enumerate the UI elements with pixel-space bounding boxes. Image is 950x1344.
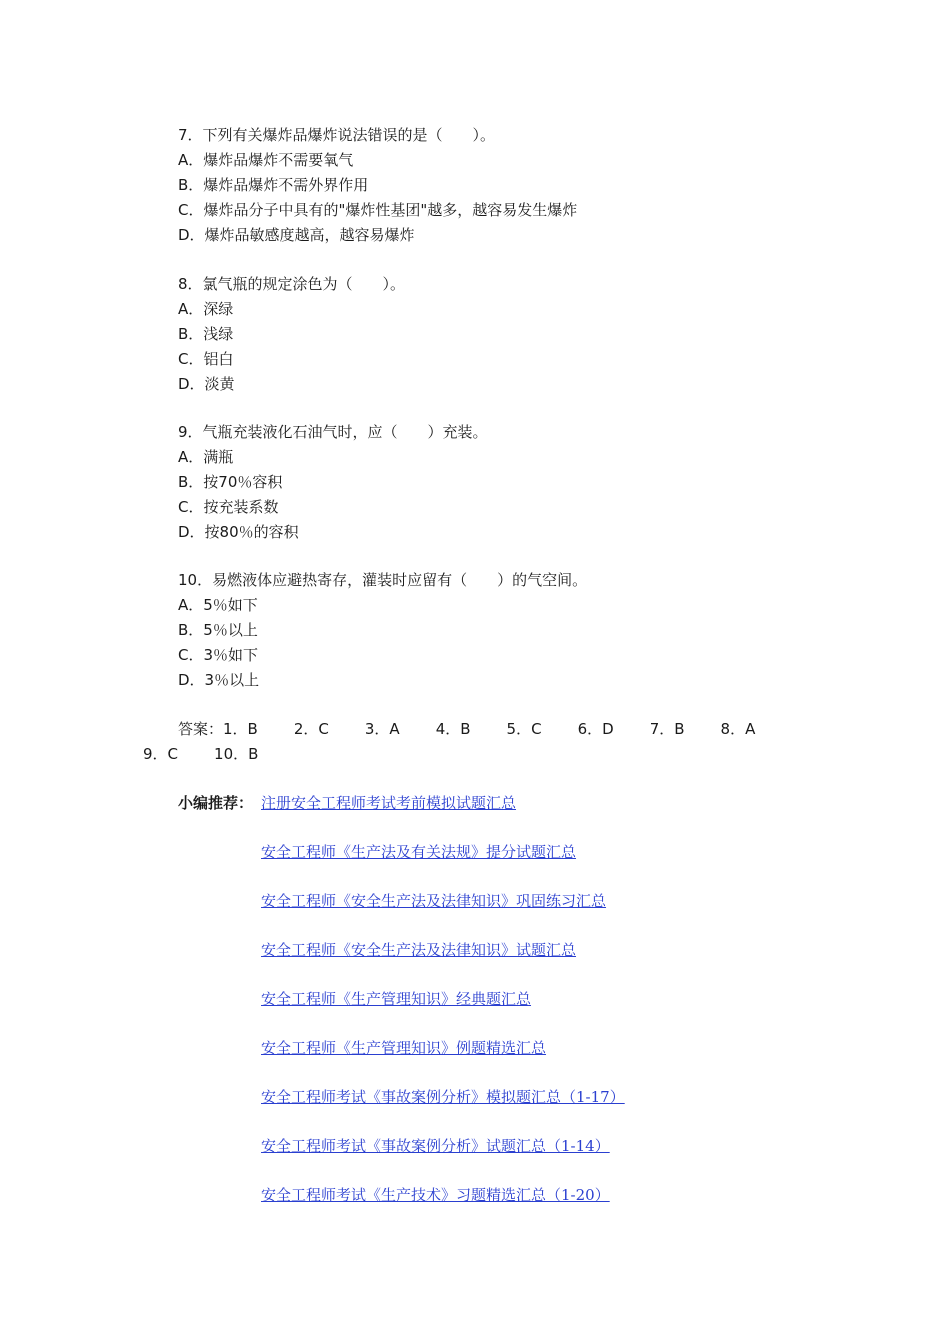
answer-item: 9．C [143,745,179,763]
option-c: C．3％如下 [178,646,259,664]
recommend-link[interactable]: 安全工程师《安全生产法及法律知识》巩固练习汇总 [261,892,607,910]
recommend-link[interactable]: 安全工程师《安全生产法及法律知识》试题汇总 [261,941,577,959]
option-d: D．3％以上 [178,671,260,689]
recommend-link[interactable]: 安全工程师《生产管理知识》例题精选汇总 [261,1039,547,1057]
answer-item: 5．C [506,720,542,738]
option-d: D．按80％的容积 [178,523,299,541]
option-c: C．铝白 [178,350,234,368]
question-9 [178,420,488,545]
recommend-link[interactable]: 注册安全工程师考试考前模拟试题汇总 [261,794,517,812]
answer-item: 3．A [364,720,400,738]
answer-line-2 [143,742,843,767]
answer-key [143,717,843,767]
option-d: D．爆炸品敏感度越高，越容易爆炸 [178,226,415,244]
option-b: B．爆炸品爆炸不需外界作用 [178,176,369,194]
recommend-link[interactable]: 安全工程师考试《生产技术》习题精选汇总（1-20） [261,1186,610,1204]
answer-item: 10．B [214,745,259,763]
answer-label: 答案： [178,720,224,738]
option-a: A．5％如下 [178,596,258,614]
option-a: A．爆炸品爆炸不需要氧气 [178,151,354,169]
answer-item: 1．B [223,720,258,738]
recommend-link[interactable]: 安全工程师考试《事故案例分析》试题汇总（1-14） [261,1137,610,1155]
option-c: C．爆炸品分子中具有的"爆炸性基团"越多，越容易发生爆炸 [178,201,578,219]
recommend-links [261,791,625,1232]
question-8 [178,272,405,397]
question-10 [178,568,587,693]
answer-item: 8．A [720,720,756,738]
question-stem: 7．下列有关爆炸品爆炸说法错误的是（ ）。 [178,126,496,144]
recommend-link[interactable]: 安全工程师《生产管理知识》经典题汇总 [261,990,532,1008]
recommend-label: 小编推荐： [178,794,254,812]
answer-item: 7．B [649,720,685,738]
question-7 [178,123,577,248]
option-a: A．深绿 [178,300,234,318]
option-b: B．按70％容积 [178,473,283,491]
option-c: C．按充装系数 [178,498,279,516]
option-b: B．浅绿 [178,325,234,343]
answer-item: 4．B [435,720,471,738]
answer-item: 6．D [577,720,614,738]
option-a: A．满瓶 [178,448,234,466]
option-b: B．5％以上 [178,621,258,639]
answer-item: 2．C [293,720,329,738]
answer-line-1 [143,717,843,742]
question-stem: 8．氯气瓶的规定涂色为（ ）。 [178,275,406,293]
recommend-link[interactable]: 安全工程师《生产法及有关法规》提分试题汇总 [261,843,577,861]
question-stem: 10．易燃液体应避热寄存，灌装时应留有（ ）的气空间。 [178,571,588,589]
option-d: D．淡黄 [178,375,235,393]
recommend-link[interactable]: 安全工程师考试《事故案例分析》模拟题汇总（1-17） [261,1088,625,1106]
question-stem: 9．气瓶充装液化石油气时，应（ ）充装。 [178,423,488,441]
